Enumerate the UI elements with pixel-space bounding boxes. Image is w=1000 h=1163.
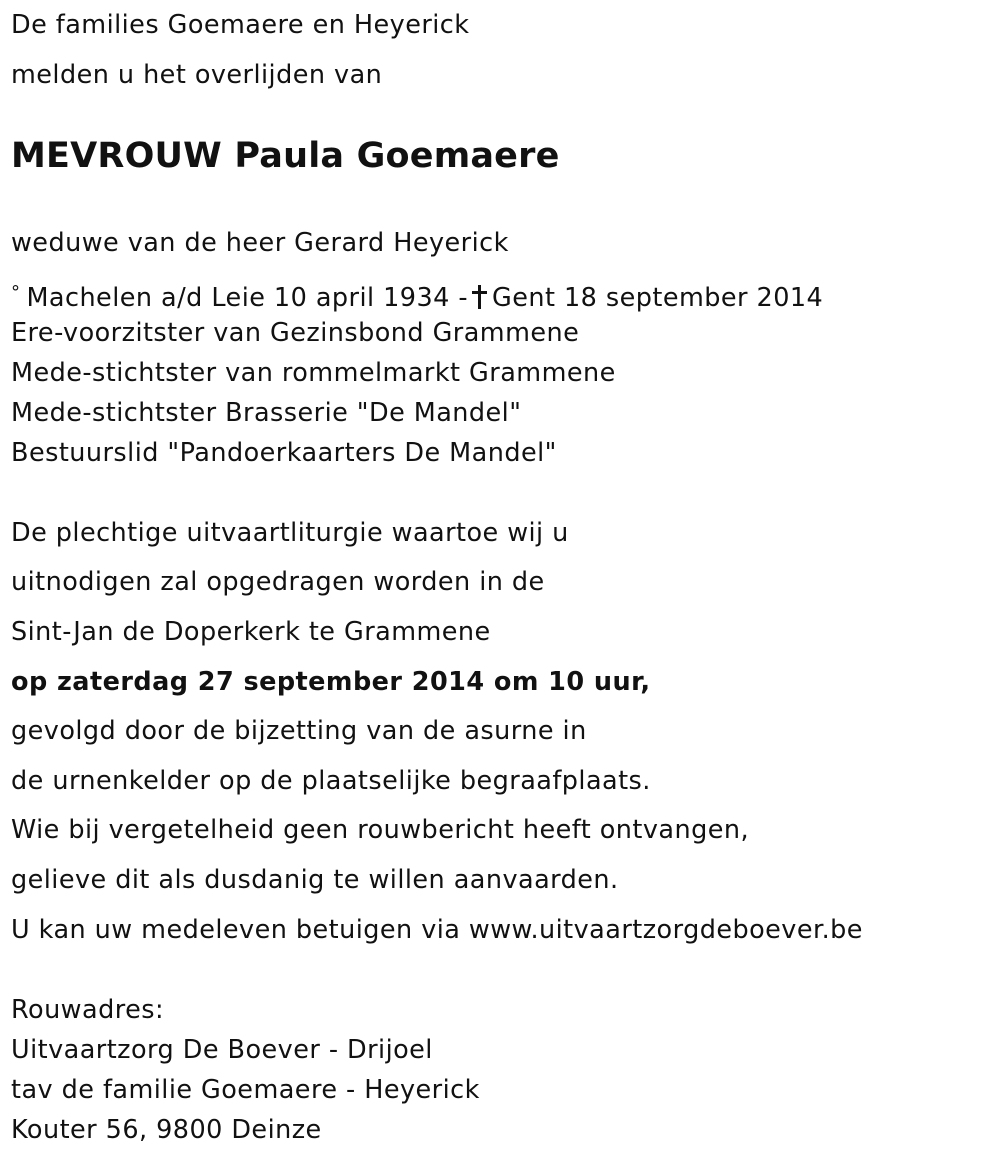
birth-symbol: ° [11,282,21,303]
condolence-line: U kan uw medeleven betuigen via www.uitvaartzorgdeboever.be [11,915,863,945]
relation-line: weduwe van de heer Gerard Heyerick [11,228,509,258]
role-line: Bestuurslid "Pandoerkaarters De Mandel" [11,438,557,468]
ceremony-line: gelieve dit als dusdanig te willen aanvaarden. [11,865,619,895]
deceased-name: MEVROUW Paula Goemaere [11,136,560,176]
intro-line-families: De families Goemaere en Heyerick [11,10,470,40]
role-line: Mede-stichtster Brasserie "De Mandel" [11,398,522,428]
death-info: Gent 18 september 2014 [492,283,824,313]
address-line: Uitvaartzorg De Boever - Drijoel [11,1035,433,1065]
ceremony-line: gevolgd door de bijzetting van de asurne in [11,716,587,746]
address-line: Kouter 56, 9800 Deinze [11,1115,322,1145]
ceremony-line: De plechtige uitvaartliturgie waartoe wij u [11,518,569,548]
ceremony-date-time: op zaterdag 27 september 2014 om 10 uur, [11,667,651,697]
birth-info: Machelen a/d Leie 10 april 1934 - [26,283,469,313]
ceremony-line: de urnenkelder op de plaatselijke begraafplaats. [11,766,651,796]
role-line: Ere-voorzitster van Gezinsbond Grammene [11,318,580,348]
intro-line-announcement: melden u het overlijden van [11,60,383,90]
ceremony-line: Wie bij vergetelheid geen rouwbericht heeft ontvangen, [11,815,750,845]
address-line: tav de familie Goemaere - Heyerick [11,1075,480,1105]
address-heading: Rouwadres: [11,995,164,1025]
ceremony-line: uitnodigen zal opgedragen worden in de [11,567,545,597]
birth-death-line [11,278,823,313]
cross-icon [472,285,486,309]
role-line: Mede-stichtster van rommelmarkt Grammene [11,358,616,388]
ceremony-line: Sint-Jan de Doperkerk te Grammene [11,617,491,647]
